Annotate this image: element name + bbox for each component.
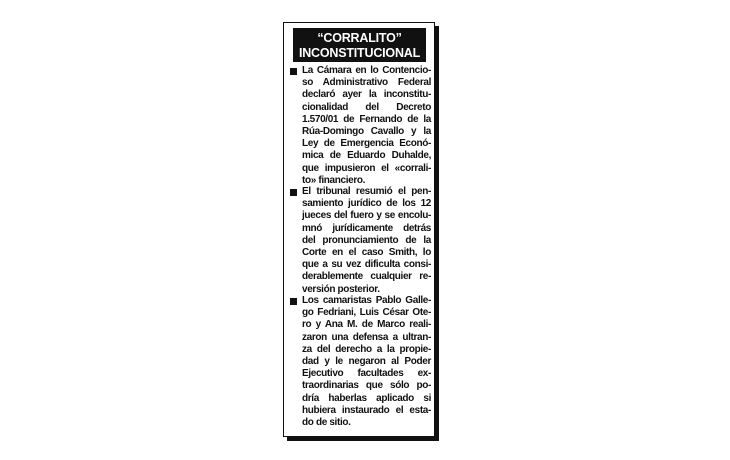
square-bullet-icon [290,68,297,75]
text-line: mnó jurídicamente detrás [302,222,431,234]
bullet-item-text [302,186,431,296]
text-line: to» financiero. [302,174,366,186]
text-line: 1.570/01 de Fernando de la [302,113,431,125]
bullet-item-1 [290,65,431,187]
text-line: traordinarias que sólo po- [302,380,431,392]
headline-line-1: “CORRALITO” [317,31,402,45]
headline-line-2: INCONSTITUCIONAL [298,46,421,60]
text-line: El tribunal resumió el pen- [302,186,431,197]
text-line: versión posterior. [302,283,380,295]
text-line: declaró ayer la inconstitu- [302,89,431,101]
text-line: La Cámara en lo Contencio- [302,65,431,76]
text-line: que a su vez dificulta consi- [302,259,431,271]
text-line: Corte en el caso Smith, lo [302,247,431,259]
square-bullet-icon [290,189,297,196]
text-line: del pronunciamiento de la [302,234,431,246]
bullet-item-text [302,65,431,187]
text-line: Los camaristas Pablo Galle- [302,295,431,306]
text-line: derablemente cualquier re- [302,271,431,283]
text-line: dad y le negaron al Poder [302,356,431,368]
bullet-item-3 [290,295,431,429]
text-line: so Administrativo Federal [302,77,431,89]
text-line: jueces del fuero y se encolu- [302,210,431,222]
text-line: hubiera instaurado el esta- [302,404,431,416]
text-line: samiento jurídico de los 12 [302,198,431,210]
text-line: zaron una defensa a ultran- [302,331,431,343]
bullet-item-text [302,295,431,429]
text-line: za del derecho a la propie- [302,343,431,355]
text-line: mica de Eduardo Duhalde, [302,150,431,162]
text-line: Rúa-Domingo Cavallo y la [302,126,431,138]
text-line: go Fedriani, Luis César Ote- [302,307,431,319]
headline-banner [293,28,426,62]
text-line: Ejecutivo facultades ex- [302,368,431,380]
text-line: dría haberlas aplicado si [302,392,431,404]
news-sidebar-box [283,22,435,437]
text-line: ro y Ana M. de Marco reali- [302,319,431,331]
text-line: do de sitio. [302,417,351,429]
square-bullet-icon [290,298,297,305]
bullet-item-2 [290,186,431,296]
text-line: cionalidad del Decreto [302,101,431,113]
text-line: Ley de Emergencia Econó- [302,138,431,150]
text-line: que impusieron el «corrali- [302,162,431,174]
